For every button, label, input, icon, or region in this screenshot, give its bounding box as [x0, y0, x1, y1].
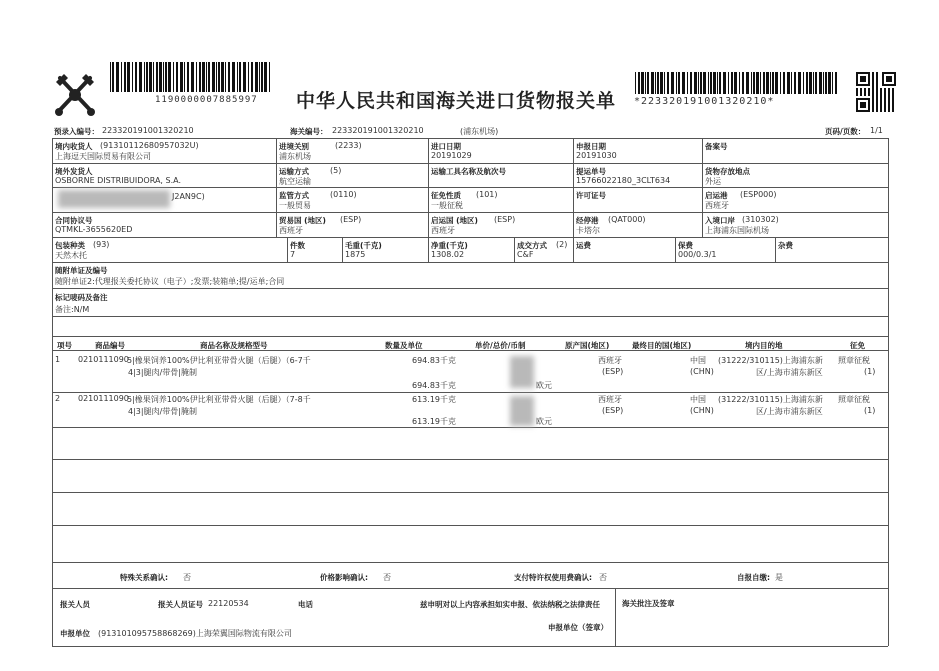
barcode-bar	[651, 72, 654, 94]
goods-header-qty: 数量及单位	[385, 341, 423, 350]
prerecord-label: 预录入编号：	[54, 127, 99, 136]
barcode-bar	[710, 72, 712, 94]
entry: 上海浦东国际机场	[705, 226, 769, 235]
net-label: 净重(千克)	[431, 241, 468, 250]
page-value: 1/1	[870, 126, 883, 135]
license-label: 许可证号	[576, 191, 606, 200]
barcode-bar	[825, 72, 827, 94]
departure-name: 西班牙	[705, 201, 729, 210]
goods-origin-code: (ESP)	[602, 367, 624, 376]
barcode-bar	[815, 72, 817, 94]
barcode-bar	[667, 72, 669, 94]
goods-code: 0210111090	[78, 394, 129, 403]
goods-header-origin: 原产国(地区)	[565, 341, 610, 350]
consignee-name: 上海逗天国际贸易有限公司	[55, 152, 151, 161]
transport-code: (5)	[330, 166, 342, 175]
trade-country-code: (ESP)	[340, 215, 362, 224]
freight-label: 运费	[576, 241, 591, 250]
goods-qty1: 694.83千克	[412, 356, 456, 365]
royalty-value: 否	[599, 573, 607, 582]
entry-code: (310302)	[742, 215, 779, 224]
barcode-bar	[139, 62, 142, 92]
tax-name: 一般征税	[431, 201, 463, 210]
barcode-bar	[132, 62, 133, 92]
goods-origin: 西班牙	[598, 395, 622, 404]
import-date: 20191029	[431, 151, 472, 160]
barcode-bar	[225, 62, 226, 92]
barcode-bar	[153, 62, 154, 92]
trade-country: 西班牙	[279, 226, 303, 235]
goods-header-name: 商品名称及规格型号	[200, 341, 268, 350]
declarant-label: 报关人员	[60, 600, 90, 609]
goods-header-domestic: 境内目的地	[745, 341, 783, 350]
barcode-bar	[165, 62, 167, 92]
barcode-bar	[124, 62, 126, 92]
barcode-bar	[813, 72, 814, 94]
barcode-bar	[682, 72, 685, 94]
barcode-bar	[694, 72, 697, 94]
barcode-bar	[766, 72, 769, 94]
barcode-bar	[239, 62, 241, 92]
barcode-bar	[770, 72, 771, 94]
barcode-bar	[690, 72, 692, 94]
qr-code-icon	[856, 72, 896, 112]
barcode-bar	[264, 62, 267, 92]
consignee-code: (91310112680957032U)	[100, 141, 199, 150]
page-title: 中华人民共和国海关进口货物报关单	[296, 90, 617, 112]
origin-country-code: (ESP)	[494, 215, 516, 224]
barcode-top-right	[635, 72, 839, 94]
transport-label: 运输方式	[279, 167, 309, 176]
transit: 卡塔尔	[576, 226, 600, 235]
barcode-bar	[212, 62, 215, 92]
entry-label: 入境口岸	[705, 216, 735, 225]
barcode-bar	[798, 72, 801, 94]
supervision-label: 监管方式	[279, 191, 309, 200]
barcode-bar	[819, 72, 822, 94]
goods-domestic-line1: (31222/310115)上海浦东新	[718, 356, 823, 365]
docs-label: 随附单证及编号	[55, 266, 108, 275]
deal: C&F	[517, 250, 534, 259]
docs-value: 随附单证2:代理报关委托协议（电子）;发票;装箱单;提/运单;合同	[55, 277, 285, 286]
barcode-bar	[783, 72, 785, 94]
declare-date: 20191030	[576, 151, 617, 160]
barcode-bar	[127, 62, 130, 92]
special-relation-value: 否	[183, 573, 191, 582]
redacted-owner	[58, 190, 170, 208]
record-no-label: 备案号	[705, 142, 728, 151]
insurance: 000/0.3/1	[678, 250, 717, 259]
goods-name-line2: 4|3|腿肉/带骨|腌制	[128, 368, 197, 377]
barcode-bar	[269, 62, 270, 92]
barcode-bar	[146, 62, 148, 92]
supervision-name: 一般贸易	[279, 201, 311, 210]
goods-exempt-line1: 照章征税	[838, 356, 870, 365]
entry-port-name: 浦东机场	[279, 152, 311, 161]
barcode-bar	[218, 62, 220, 92]
contract: QTMKL-3655620ED	[55, 225, 133, 234]
barcode-bar	[199, 62, 201, 92]
goods-header-dest: 最终目的国(地区)	[632, 341, 692, 350]
barcode-bar	[110, 62, 111, 92]
declare-date-label: 申报日期	[576, 142, 606, 151]
unit-seal-label: 申报单位（签章）	[548, 623, 608, 632]
barcode-bar	[719, 72, 721, 94]
barcode-bar	[180, 62, 183, 92]
barcode-bar	[713, 72, 716, 94]
barcode-bar	[739, 72, 740, 94]
deal-code: (2)	[556, 240, 568, 249]
goods-header-price: 单价/总价/币制	[475, 341, 526, 350]
goods-exempt-line1: 照章征税	[838, 395, 870, 404]
barcode-bar	[780, 72, 781, 94]
declarant-no-label: 报关人员证号	[158, 600, 203, 609]
goods-origin: 西班牙	[598, 356, 622, 365]
barcode-bar	[641, 72, 644, 94]
barcode-bar	[645, 72, 646, 94]
barcode-bar	[251, 62, 253, 92]
barcode-bar	[163, 62, 164, 92]
customs-office: (浦东机场)	[460, 127, 499, 136]
import-date-label: 进口日期	[431, 142, 461, 151]
declaring-unit-label: 申报单位	[60, 629, 90, 638]
deal-label: 成交方式	[517, 241, 547, 250]
phone-label: 电话	[298, 600, 313, 609]
barcode-bar	[657, 72, 659, 94]
tax-code: (101)	[476, 190, 498, 199]
contract-label: 合同协议号	[55, 216, 93, 225]
barcode-bar	[187, 62, 189, 92]
goods-no: 1	[55, 355, 61, 364]
barcode-bar	[237, 62, 238, 92]
barcode-bar	[112, 62, 114, 92]
marks-label: 标记唛码及备注	[55, 293, 108, 302]
goods-qty1: 613.19千克	[412, 395, 456, 404]
redacted-price	[510, 396, 534, 426]
barcode-bar	[794, 72, 796, 94]
gross-label: 毛重(千克)	[345, 241, 382, 250]
barcode-bar	[703, 72, 706, 94]
origin-country: 西班牙	[431, 226, 455, 235]
entry-port-label: 进境关别	[279, 142, 309, 151]
barcode-bar	[259, 62, 260, 92]
barcode-bar	[728, 72, 729, 94]
barcode-bar	[208, 62, 210, 92]
insurance-label: 保费	[678, 241, 693, 250]
goods-dest: 中国	[690, 395, 706, 404]
net: 1308.02	[431, 250, 465, 259]
goods-dest: 中国	[690, 356, 706, 365]
goods-currency: 欧元	[536, 381, 552, 390]
barcode-bar	[708, 72, 709, 94]
tax-label: 征免性质	[431, 191, 461, 200]
customs-no-value: 223320191001320210	[332, 126, 424, 135]
barcode-bar	[261, 62, 263, 92]
barcode-bar	[243, 62, 246, 92]
goods-name-line1: 5|橡果饲养100%伊比利亚带骨火腿（后腿）（7-8千	[127, 395, 311, 404]
price-impact-value: 否	[383, 573, 391, 582]
barcode-bar	[202, 62, 205, 92]
barcode-bar	[116, 62, 119, 92]
barcode-bar	[731, 72, 733, 94]
customs-no-label: 海关编号：	[290, 127, 328, 136]
barcode-bar	[184, 62, 185, 92]
goods-domestic-line2: 区/上海市浦东新区	[756, 407, 823, 416]
barcode-bar	[809, 72, 812, 94]
price-impact-label: 价格影响确认:	[320, 573, 368, 582]
barcode-bar	[664, 72, 665, 94]
goods-header-no: 项号	[57, 341, 72, 350]
barcode-bar	[772, 72, 774, 94]
transport-name: 航空运输	[279, 177, 311, 186]
pack-label: 包装种类	[55, 241, 85, 250]
barcode-bar	[787, 72, 790, 94]
redacted-price	[510, 356, 534, 388]
self-declare-value: 是	[775, 573, 783, 582]
customs-emblem-icon	[50, 70, 100, 120]
barcode-bar	[660, 72, 663, 94]
goods-name-line1: 5|橡果饲养100%伊比利亚带骨火腿（后腿）（6-7千	[127, 356, 311, 365]
page-label: 页码/页数：	[825, 127, 866, 136]
barcode-bar	[255, 62, 258, 92]
barcode-bar	[248, 62, 249, 92]
goods-domestic-line2: 区/上海市浦东新区	[756, 368, 823, 377]
marks-value: 备注:N/M	[55, 305, 90, 314]
barcode-bar	[121, 62, 122, 92]
barcode-bar	[806, 72, 808, 94]
goods-qty2: 613.19千克	[412, 417, 456, 426]
legal-statement: 兹申明对以上内容承担如实申报、依法纳税之法律责任	[420, 600, 600, 609]
barcode-bar	[221, 62, 224, 92]
barcode-bar	[671, 72, 674, 94]
shipper-name: OSBORNE DISTRIBUIDORA, S.A.	[55, 176, 182, 185]
royalty-label: 支付特许权使用费确认:	[514, 573, 592, 582]
pieces-label: 件数	[290, 241, 305, 250]
barcode-bar	[206, 62, 207, 92]
shipper-label: 境外发货人	[55, 167, 93, 176]
prerecord-value: 223320191001320210	[102, 126, 194, 135]
barcode-bar	[635, 72, 636, 94]
barcode-bar	[734, 72, 737, 94]
barcode-bar	[832, 72, 833, 94]
storage-label: 货物存放地点	[705, 167, 750, 176]
barcode-bar	[168, 62, 171, 92]
barcode-bar	[135, 62, 137, 92]
barcode-bar	[647, 72, 649, 94]
barcode-bar	[687, 72, 688, 94]
barcode-number: 1190000007885997	[155, 95, 258, 105]
goods-no: 2	[55, 394, 61, 403]
barcode-bar	[173, 62, 174, 92]
barcode-bar	[196, 62, 197, 92]
goods-qty2: 694.83千克	[412, 381, 456, 390]
barcode-bar	[216, 62, 217, 92]
barcode-bar	[232, 62, 235, 92]
barcode-bar	[753, 72, 755, 94]
barcode-bar	[176, 62, 178, 92]
barcode-bar	[156, 62, 158, 92]
storage: 外运	[705, 177, 721, 186]
barcode-bar	[159, 62, 162, 92]
barcode-bar	[760, 72, 761, 94]
goods-name-line2: 4|3|腿肉/带骨|腌制	[128, 407, 197, 416]
barcode-bar	[191, 62, 194, 92]
goods-header-exempt: 征免	[850, 341, 865, 350]
bill-label: 提运单号	[576, 167, 606, 176]
goods-origin-code: (ESP)	[602, 406, 624, 415]
self-declare-label: 自报自缴:	[737, 573, 770, 582]
barcode-bar	[742, 72, 744, 94]
barcode-bar	[700, 72, 702, 94]
barcode-top-left	[110, 62, 271, 92]
transit-code: (QAT000)	[608, 215, 646, 224]
owner-code: J2AN9C)	[172, 192, 205, 201]
origin-country-label: 启运国 (地区)	[431, 216, 478, 225]
goods-domestic-line1: (31222/310115)上海浦东新	[718, 395, 823, 404]
barcode-bar	[791, 72, 792, 94]
barcode-bar	[655, 72, 656, 94]
barcode-bar	[756, 72, 759, 94]
barcode-bar	[823, 72, 824, 94]
barcode-bar	[828, 72, 831, 94]
supervision-code: (0110)	[330, 190, 357, 199]
barcode-bar	[751, 72, 752, 94]
barcode-bar	[775, 72, 778, 94]
goods-code: 0210111090	[78, 355, 129, 364]
barcode-bar	[638, 72, 640, 94]
trade-country-label: 贸易国 (地区)	[279, 216, 326, 225]
barcode-bar	[723, 72, 726, 94]
declaring-unit-value: (913101095758868269)上海荣翼国际物流有限公司	[98, 629, 292, 638]
barcode-bar	[763, 72, 765, 94]
entry-port-code: (2233)	[335, 141, 362, 150]
barcode-bar	[746, 72, 749, 94]
barcode-bar	[149, 62, 152, 92]
bill-no: 15766022180_3CLT634	[576, 176, 671, 185]
pieces: 7	[290, 250, 296, 259]
transit-label: 经停港	[576, 216, 599, 225]
departure-code: (ESP000)	[740, 190, 777, 199]
pack-code: (93)	[93, 240, 110, 249]
goods-dest-code: (CHN)	[690, 406, 714, 415]
customs-approval-label: 海关批注及签章	[622, 599, 675, 608]
barcode-text: *223320191001320210*	[634, 96, 775, 107]
misc-label: 杂费	[778, 241, 793, 250]
barcode-bar	[803, 72, 804, 94]
barcode-bar	[144, 62, 145, 92]
consignee-label: 境内收货人	[55, 142, 93, 151]
barcode-bar	[698, 72, 699, 94]
goods-header-code: 商品编号	[95, 341, 125, 350]
pack: 天然木托	[55, 251, 87, 260]
barcode-bar	[678, 72, 680, 94]
declarant-no: 22120534	[208, 599, 249, 608]
barcode-bar	[676, 72, 677, 94]
departure-label: 启运港	[705, 191, 728, 200]
goods-exempt-line2: (1)	[864, 367, 876, 376]
barcode-bar	[228, 62, 230, 92]
vehicle-label: 运输工具名称及航次号	[431, 167, 506, 176]
goods-dest-code: (CHN)	[690, 367, 714, 376]
gross: 1875	[345, 250, 366, 259]
barcode-bar	[717, 72, 718, 94]
goods-exempt-line2: (1)	[864, 406, 876, 415]
barcode-bar	[835, 72, 837, 94]
goods-currency: 欧元	[536, 417, 552, 426]
special-relation-label: 特殊关系确认:	[120, 573, 168, 582]
